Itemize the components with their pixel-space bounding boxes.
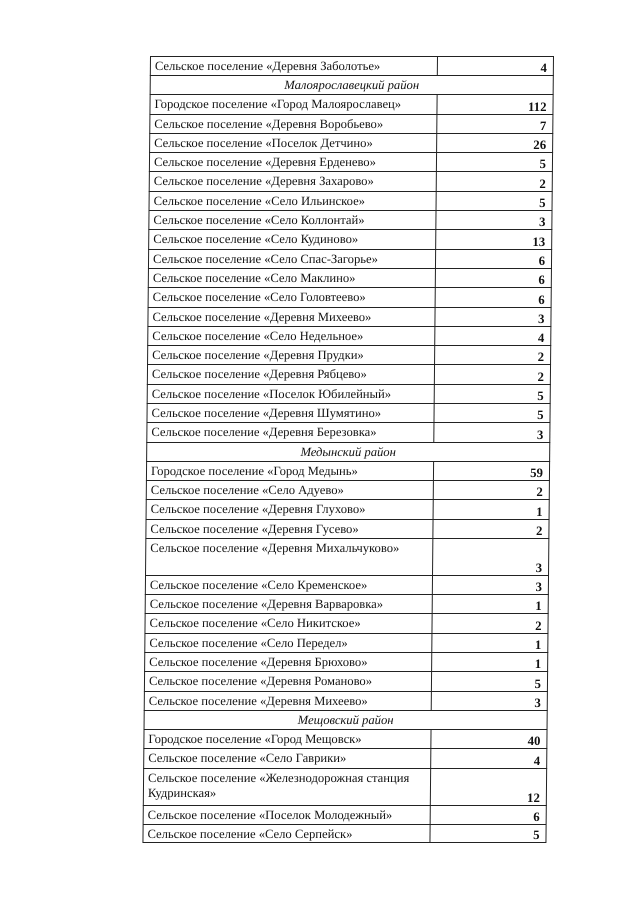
settlement-count: 112 <box>527 99 547 114</box>
table-row <box>145 519 549 538</box>
table-row <box>144 652 548 671</box>
settlement-count: 5 <box>539 157 547 172</box>
settlement-count: 6 <box>538 292 545 307</box>
settlement-count: 1 <box>534 657 542 672</box>
table-row <box>146 422 550 441</box>
settlement-count: 12 <box>527 790 540 805</box>
settlement-count: 5 <box>539 196 546 211</box>
settlement-name: Сельское поселение «Деревня Варваровка» <box>146 595 433 613</box>
settlement-name: Сельское поселение «Деревня Березовка» <box>147 423 434 441</box>
settlement-name: Сельское поселение «Село Кременское» <box>146 576 433 594</box>
table-row <box>149 114 553 133</box>
table-row <box>148 287 552 306</box>
settlement-name: Сельское поселение «Деревня Брюхово» <box>145 653 432 671</box>
settlement-name: Сельское поселение «Село Кудиново» <box>149 230 436 248</box>
table-row <box>145 594 549 613</box>
table-row <box>145 575 549 594</box>
table-row <box>145 538 549 575</box>
settlement-count: 3 <box>535 580 542 595</box>
settlement-count: 3 <box>538 311 545 326</box>
settlement-name: Городское поселение «Город Мещовск» <box>144 730 431 748</box>
settlement-count: 2 <box>535 523 543 538</box>
settlement-count: 5 <box>534 676 542 691</box>
table-row <box>147 307 551 326</box>
settlement-name: Сельское поселение «Железнодорожная станция Кудринская» <box>144 769 431 805</box>
settlement-name: Сельское поселение «Село Коллонтай» <box>149 211 436 229</box>
settlement-name: Сельское поселение «Поселок Юбилейный» <box>148 385 435 403</box>
settlement-count: 1 <box>536 504 543 519</box>
settlement-count: 4 <box>533 753 541 768</box>
table-row <box>147 326 551 345</box>
district-header: Медынский район <box>146 442 550 461</box>
table-row <box>149 133 553 152</box>
settlement-count: 2 <box>537 350 545 365</box>
settlement-name: Сельское поселение «Село Маклино» <box>149 269 436 287</box>
settlement-count: 5 <box>537 408 544 423</box>
settlement-name: Городское поселение «Город Медынь» <box>147 462 434 480</box>
settlement-name: Сельское поселение «Село Недельное» <box>148 327 435 345</box>
settlement-name: Сельское поселение «Деревня Романово» <box>145 672 432 690</box>
settlement-count: 6 <box>538 273 545 288</box>
settlement-count: 3 <box>535 560 543 575</box>
settlement-name: Сельское поселение «Деревня Ерденево» <box>150 153 437 171</box>
settlement-count: 26 <box>533 138 547 153</box>
settlement-count: 59 <box>530 465 544 480</box>
settlement-count: 1 <box>535 599 542 614</box>
settlement-name: Сельское поселение «Деревня Михальчуково» <box>146 539 433 575</box>
table-row <box>147 384 551 403</box>
settlement-count: 2 <box>539 176 546 191</box>
settlement-name: Сельское поселение «Село Никитское» <box>145 614 432 632</box>
settlement-name: Сельское поселение «Деревня Воробьево» <box>150 115 437 133</box>
settlement-count: 1 <box>534 638 542 653</box>
settlement-count: 4 <box>540 61 547 76</box>
settlement-count: 5 <box>537 389 544 404</box>
settlement-name: Сельское поселение «Село Гаврики» <box>144 749 431 767</box>
settlement-count: 5 <box>533 828 540 843</box>
settlement-name: Сельское поселение «Деревня Рябцево» <box>148 365 435 383</box>
settlement-count: 2 <box>535 618 542 633</box>
table-row <box>144 613 548 632</box>
settlement-name: Сельское поселение «Поселок Молодежный» <box>144 806 431 824</box>
table-row <box>144 691 548 710</box>
table-row <box>147 364 551 383</box>
settlements-table <box>142 56 554 843</box>
settlement-name: Сельское поселение «Поселок Детчино» <box>150 134 437 152</box>
table-row <box>146 499 550 518</box>
table-row <box>148 249 552 268</box>
settlement-count: 3 <box>538 215 546 230</box>
table-row <box>143 729 547 748</box>
settlement-name: Сельское поселение «Деревня Глухово» <box>147 500 434 518</box>
settlement-name: Сельское поселение «Село Головтеево» <box>149 288 436 306</box>
settlement-name: Городское поселение «Город Малоярославец» <box>150 95 437 113</box>
table-row <box>146 461 550 480</box>
table-row <box>148 210 552 229</box>
table-row <box>150 56 554 75</box>
settlement-name: Сельское поселение «Деревня Михеево» <box>145 692 432 710</box>
settlement-name: Сельское поселение «Деревня Прудки» <box>148 346 435 364</box>
settlement-name: Сельское поселение «Село Ильинское» <box>150 192 437 210</box>
settlement-name: Сельское поселение «Деревня Шумятино» <box>147 404 434 422</box>
settlement-name: Сельское поселение «Село Адуево» <box>147 481 434 499</box>
table-row <box>146 480 550 499</box>
table-row <box>147 345 551 364</box>
settlement-count: 3 <box>536 427 544 442</box>
settlement-count: 2 <box>536 485 543 500</box>
table-row <box>149 94 553 113</box>
settlement-count: 6 <box>533 809 540 824</box>
settlement-name: Сельское поселение «Село Спас-Загорье» <box>149 250 436 268</box>
table-row <box>148 268 552 287</box>
settlement-count: 40 <box>527 734 541 749</box>
table-row <box>144 633 548 652</box>
table-row <box>142 824 546 843</box>
settlement-count: 13 <box>532 234 546 249</box>
table-row <box>149 152 553 171</box>
settlement-name: Сельское поселение «Село Серпейск» <box>143 825 430 842</box>
settlement-name: Сельское поселение «Деревня Гусево» <box>146 520 433 538</box>
settlement-name: Сельское поселение «Село Передел» <box>145 634 432 652</box>
settlement-name: Сельское поселение «Деревня Михеево» <box>148 308 435 326</box>
table-row <box>144 671 548 690</box>
table-row <box>149 171 553 190</box>
table-row <box>143 768 547 805</box>
table-row <box>149 191 553 210</box>
district-header: Малоярославецкий район <box>150 75 554 94</box>
settlement-name: Сельское поселение «Деревня Заболотье» <box>151 57 438 75</box>
table-row <box>143 805 547 824</box>
settlement-count: 6 <box>538 253 546 268</box>
table-row <box>146 403 550 422</box>
settlement-count: 7 <box>539 118 547 133</box>
table-row <box>143 748 547 767</box>
table-row <box>148 229 552 248</box>
settlement-name: Сельское поселение «Деревня Захарово» <box>150 172 437 190</box>
settlement-count: 2 <box>537 369 544 384</box>
district-header: Мещовский район <box>144 710 548 729</box>
settlement-count: 3 <box>534 695 541 710</box>
settlement-count: 4 <box>537 331 545 346</box>
